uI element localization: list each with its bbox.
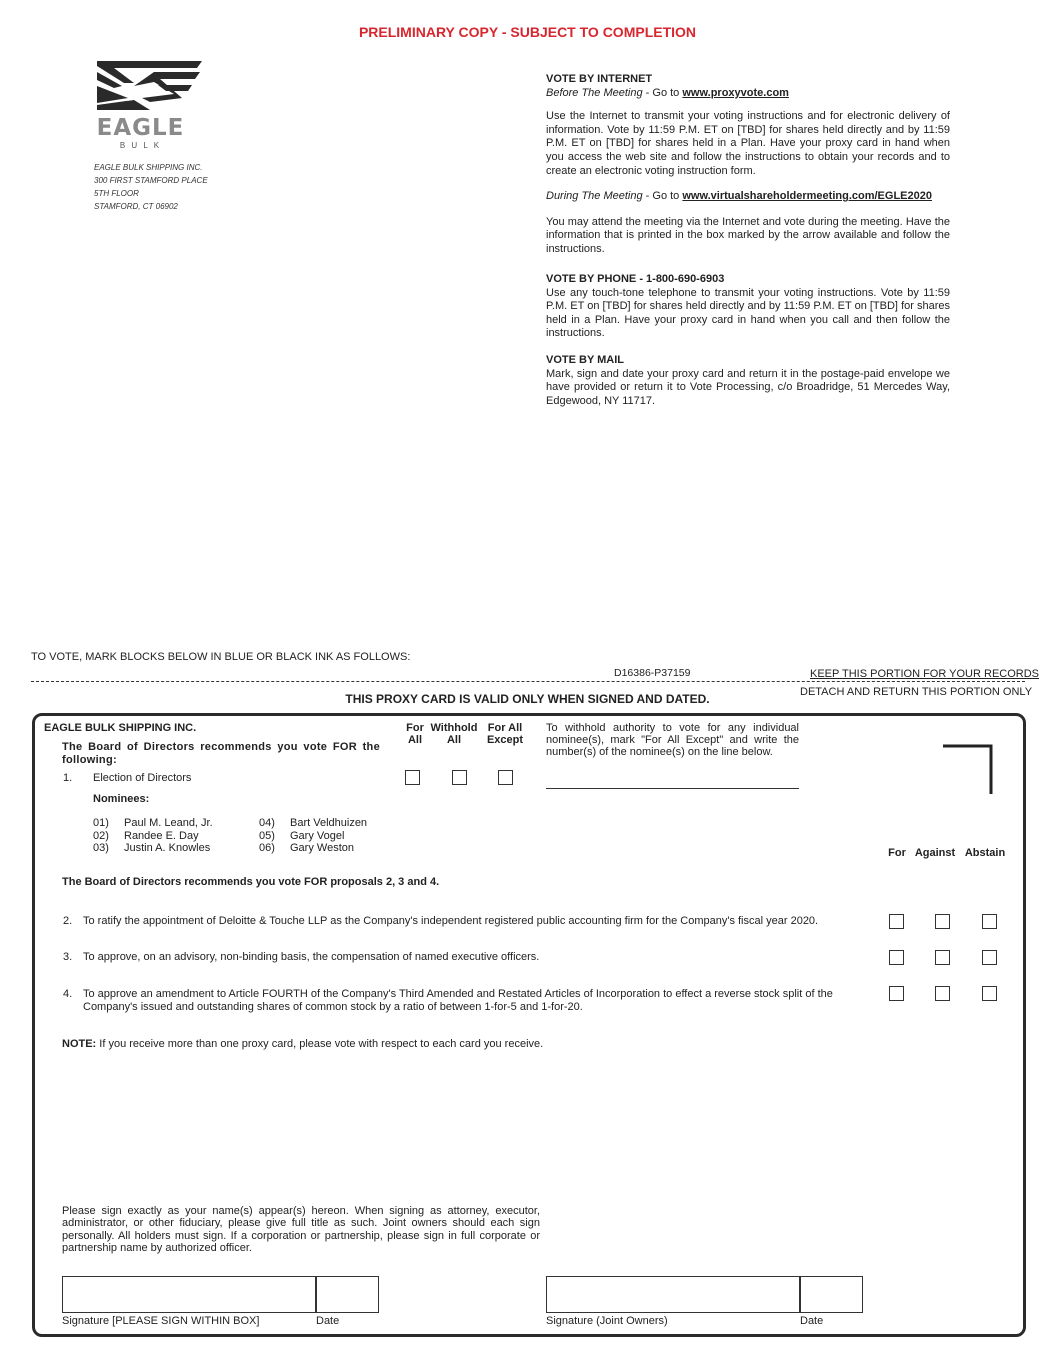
logo-word-eagle: EAGLE xyxy=(96,115,185,141)
nominee-row xyxy=(93,842,213,855)
proposal-2-for-checkbox[interactable] xyxy=(889,914,904,929)
nominee-name: Bart Veldhuizen xyxy=(290,817,368,829)
proposal-3-for-checkbox[interactable] xyxy=(889,950,904,965)
withhold-all-checkbox[interactable] xyxy=(452,770,467,785)
proposal-2-number: 2. xyxy=(63,915,73,927)
virtual-meeting-link[interactable]: www.virtualshareholdermeeting.com/EGLE2020 xyxy=(682,190,932,203)
nominee-name: Gary Weston xyxy=(290,842,354,854)
before-meeting-sep: - Go to xyxy=(642,86,683,99)
nominee-name: Justin A. Knowles xyxy=(124,842,211,854)
vote-by-mail-section xyxy=(546,354,950,408)
joint-signature-date-label: Date xyxy=(800,1315,824,1327)
keep-portion-label: KEEP THIS PORTION FOR YOUR RECORDS xyxy=(810,668,1040,680)
nominees-right-list xyxy=(259,817,367,855)
withhold-write-line[interactable] xyxy=(546,788,799,789)
address-line: 300 FIRST STAMFORD PLACE xyxy=(94,176,208,185)
signature-date-label: Date xyxy=(316,1315,340,1327)
withhold-instructions: To withhold authority to vote for any individual nominee(s), mark "For All Except" and write the number(s) of the nominee(s) on the line below. xyxy=(546,722,799,758)
col-for: For xyxy=(888,847,906,859)
col-for-all-except-l2: Except xyxy=(486,734,524,746)
card-company-name: EAGLE BULK SHIPPING INC. xyxy=(44,722,197,734)
col-against: Against xyxy=(914,847,956,859)
during-meeting-sep: - Go to xyxy=(642,190,683,203)
col-for-all xyxy=(403,722,427,746)
proposal-4-for-checkbox[interactable] xyxy=(889,986,904,1001)
note-line xyxy=(62,1038,543,1050)
vote-mail-text: Mark, sign and date your proxy card and return it in the postage-paid envelope we have provided or return it to Vote Processing, c/o Broadridge, 51 Mercedes Way, Edgewood, NY 11717. xyxy=(546,367,950,407)
before-meeting-text: Use the Internet to transmit your voting instructions and for electronic delivery of information. Vote by 11:59 P.M. ET on [TBD] for shares held directly and by 11:59 P.M. ET on [TBD] for shares held in a Plan. Have your proxy card in hand when you access the web site and follow the instructions to obtain your records and to create an electronic voting instruction form. xyxy=(546,110,950,177)
col-for-all-l1: For xyxy=(406,722,424,734)
during-meeting-label: During The Meeting xyxy=(546,190,643,203)
proposal-4-abstain-checkbox[interactable] xyxy=(982,986,997,1001)
joint-signature-box[interactable] xyxy=(546,1276,801,1313)
nominee-num: 04) xyxy=(259,817,275,829)
proposal-3-abstain-checkbox[interactable] xyxy=(982,950,997,965)
item1-text: Election of Directors xyxy=(93,772,192,784)
address-line: EAGLE BULK SHIPPING INC. xyxy=(94,163,203,172)
item1-number: 1. xyxy=(63,772,73,784)
signature-box[interactable] xyxy=(62,1276,317,1313)
board-recommendation-2: The Board of Directors recommends you vote FOR proposals 2, 3 and 4. xyxy=(62,876,440,888)
valid-notice: THIS PROXY CARD IS VALID ONLY WHEN SIGNED AND DATED. xyxy=(345,692,710,706)
proposal-2-text: To ratify the appointment of Deloitte & Touche LLP as the Company's independent registered public accounting firm for the Company's fiscal year 2020. xyxy=(83,915,819,927)
board-recommendation-1: The Board of Directors recommends you vote FOR the following: xyxy=(62,741,380,766)
vote-phone-text: Use any touch-tone telephone to transmit your voting instructions. Vote by 11:59 P.M. ET on [TBD] for shares held directly and by 11:59 P.M. ET on [TBD] for shares held in a Plan. Have your proxy card in hand when you call and then follow the instructions. xyxy=(546,286,950,340)
nominee-row xyxy=(259,830,367,843)
proposal-3-text: To approve, on an advisory, non-binding basis, the compensation of named executive officers. xyxy=(83,951,540,963)
joint-signature-label: Signature (Joint Owners) xyxy=(546,1315,668,1327)
signature-date-box[interactable] xyxy=(315,1276,379,1313)
col-withhold-all-l1: Withhold xyxy=(430,722,478,734)
proposal-4-against-checkbox[interactable] xyxy=(935,986,950,1001)
nominee-num: 01) xyxy=(93,817,109,829)
proposal-2-abstain-checkbox[interactable] xyxy=(982,914,997,929)
preliminary-banner: PRELIMINARY COPY - SUBJECT TO COMPLETION xyxy=(358,24,697,40)
col-withhold-all xyxy=(428,722,480,746)
signature-label: Signature [PLEASE SIGN WITHIN BOX] xyxy=(62,1315,260,1327)
proposal-4-number: 4. xyxy=(63,988,73,1000)
nominees-label: Nominees: xyxy=(93,793,150,805)
address-line: STAMFORD, CT 06902 xyxy=(94,202,178,211)
nominee-row xyxy=(259,817,367,830)
col-for-all-except xyxy=(482,722,528,746)
vote-mail-title: VOTE BY MAIL xyxy=(546,354,625,366)
note-text: If you receive more than one proxy card, please vote with respect to each card you receive. xyxy=(96,1038,544,1050)
vote-by-phone-section xyxy=(546,273,950,341)
nominee-num: 03) xyxy=(93,842,109,854)
address-line: 5TH FLOOR xyxy=(94,189,139,198)
nominee-row xyxy=(93,830,213,843)
col-withhold-all-l2: All xyxy=(446,734,462,746)
vote-internet-title: VOTE BY INTERNET xyxy=(546,73,653,85)
nominee-num: 05) xyxy=(259,829,275,842)
nominee-row xyxy=(259,842,367,855)
before-meeting-label: Before The Meeting xyxy=(546,86,643,99)
proposal-2-against-checkbox[interactable] xyxy=(935,914,950,929)
nominee-row xyxy=(93,817,213,830)
nominee-name: Gary Vogel xyxy=(290,829,345,842)
nominee-name: Paul M. Leand, Jr. xyxy=(124,817,213,829)
proxyvote-link[interactable]: www.proxyvote.com xyxy=(682,86,789,99)
during-meeting-text: You may attend the meeting via the Internet and vote during the meeting. Have the information that is printed in the box marked by the arrow available and follow the instructions. xyxy=(546,215,950,255)
before-meeting-line xyxy=(546,87,950,101)
company-logo xyxy=(94,58,204,150)
proposal-3-against-checkbox[interactable] xyxy=(935,950,950,965)
col-for-all-except-l1: For All xyxy=(487,722,523,734)
nominee-name: Randee E. Day xyxy=(124,829,199,842)
document-id: D16386-P37159 xyxy=(614,667,691,679)
corner-arrow-mark-icon xyxy=(940,743,996,797)
logo-word-bulk: B U L K xyxy=(119,141,162,150)
col-for-all-l2: All xyxy=(407,734,423,746)
nominee-num: 06) xyxy=(259,842,275,854)
note-label: NOTE: xyxy=(62,1038,97,1050)
company-address xyxy=(94,161,208,213)
nominees-left-list xyxy=(93,817,213,855)
detach-portion-label: DETACH AND RETURN THIS PORTION ONLY xyxy=(800,686,1033,698)
detach-line xyxy=(31,681,1025,682)
vote-phone-title: VOTE BY PHONE - 1-800-690-6903 xyxy=(546,273,725,285)
for-all-except-checkbox[interactable] xyxy=(498,770,513,785)
to-vote-instructions: TO VOTE, MARK BLOCKS BELOW IN BLUE OR BLACK INK AS FOLLOWS: xyxy=(31,651,411,663)
proposal-3-number: 3. xyxy=(63,951,73,963)
proposal-4-text: To approve an amendment to Article FOURTH of the Company's Third Amended and Restated Articles of Incorporation to effect a reverse stock split of the Company's issued and outstanding shares of common stock by a ratio of between 1-for-5 and 1-for-20. xyxy=(83,988,833,1013)
nominee-num: 02) xyxy=(93,829,109,842)
during-meeting-line xyxy=(546,190,950,204)
vote-by-internet-section xyxy=(546,73,950,257)
col-abstain: Abstain xyxy=(964,847,1006,859)
for-all-checkbox[interactable] xyxy=(405,770,420,785)
sign-instructions: Please sign exactly as your name(s) appear(s) hereon. When signing as attorney, executor, administrator, or other fiduciary, please give full title as such. Joint owners should each sign personally. All holders must sign. If a corporation or partnership, please sign in full corporate or partnership name by authorized officer. xyxy=(62,1205,540,1254)
joint-signature-date-box[interactable] xyxy=(799,1276,863,1313)
